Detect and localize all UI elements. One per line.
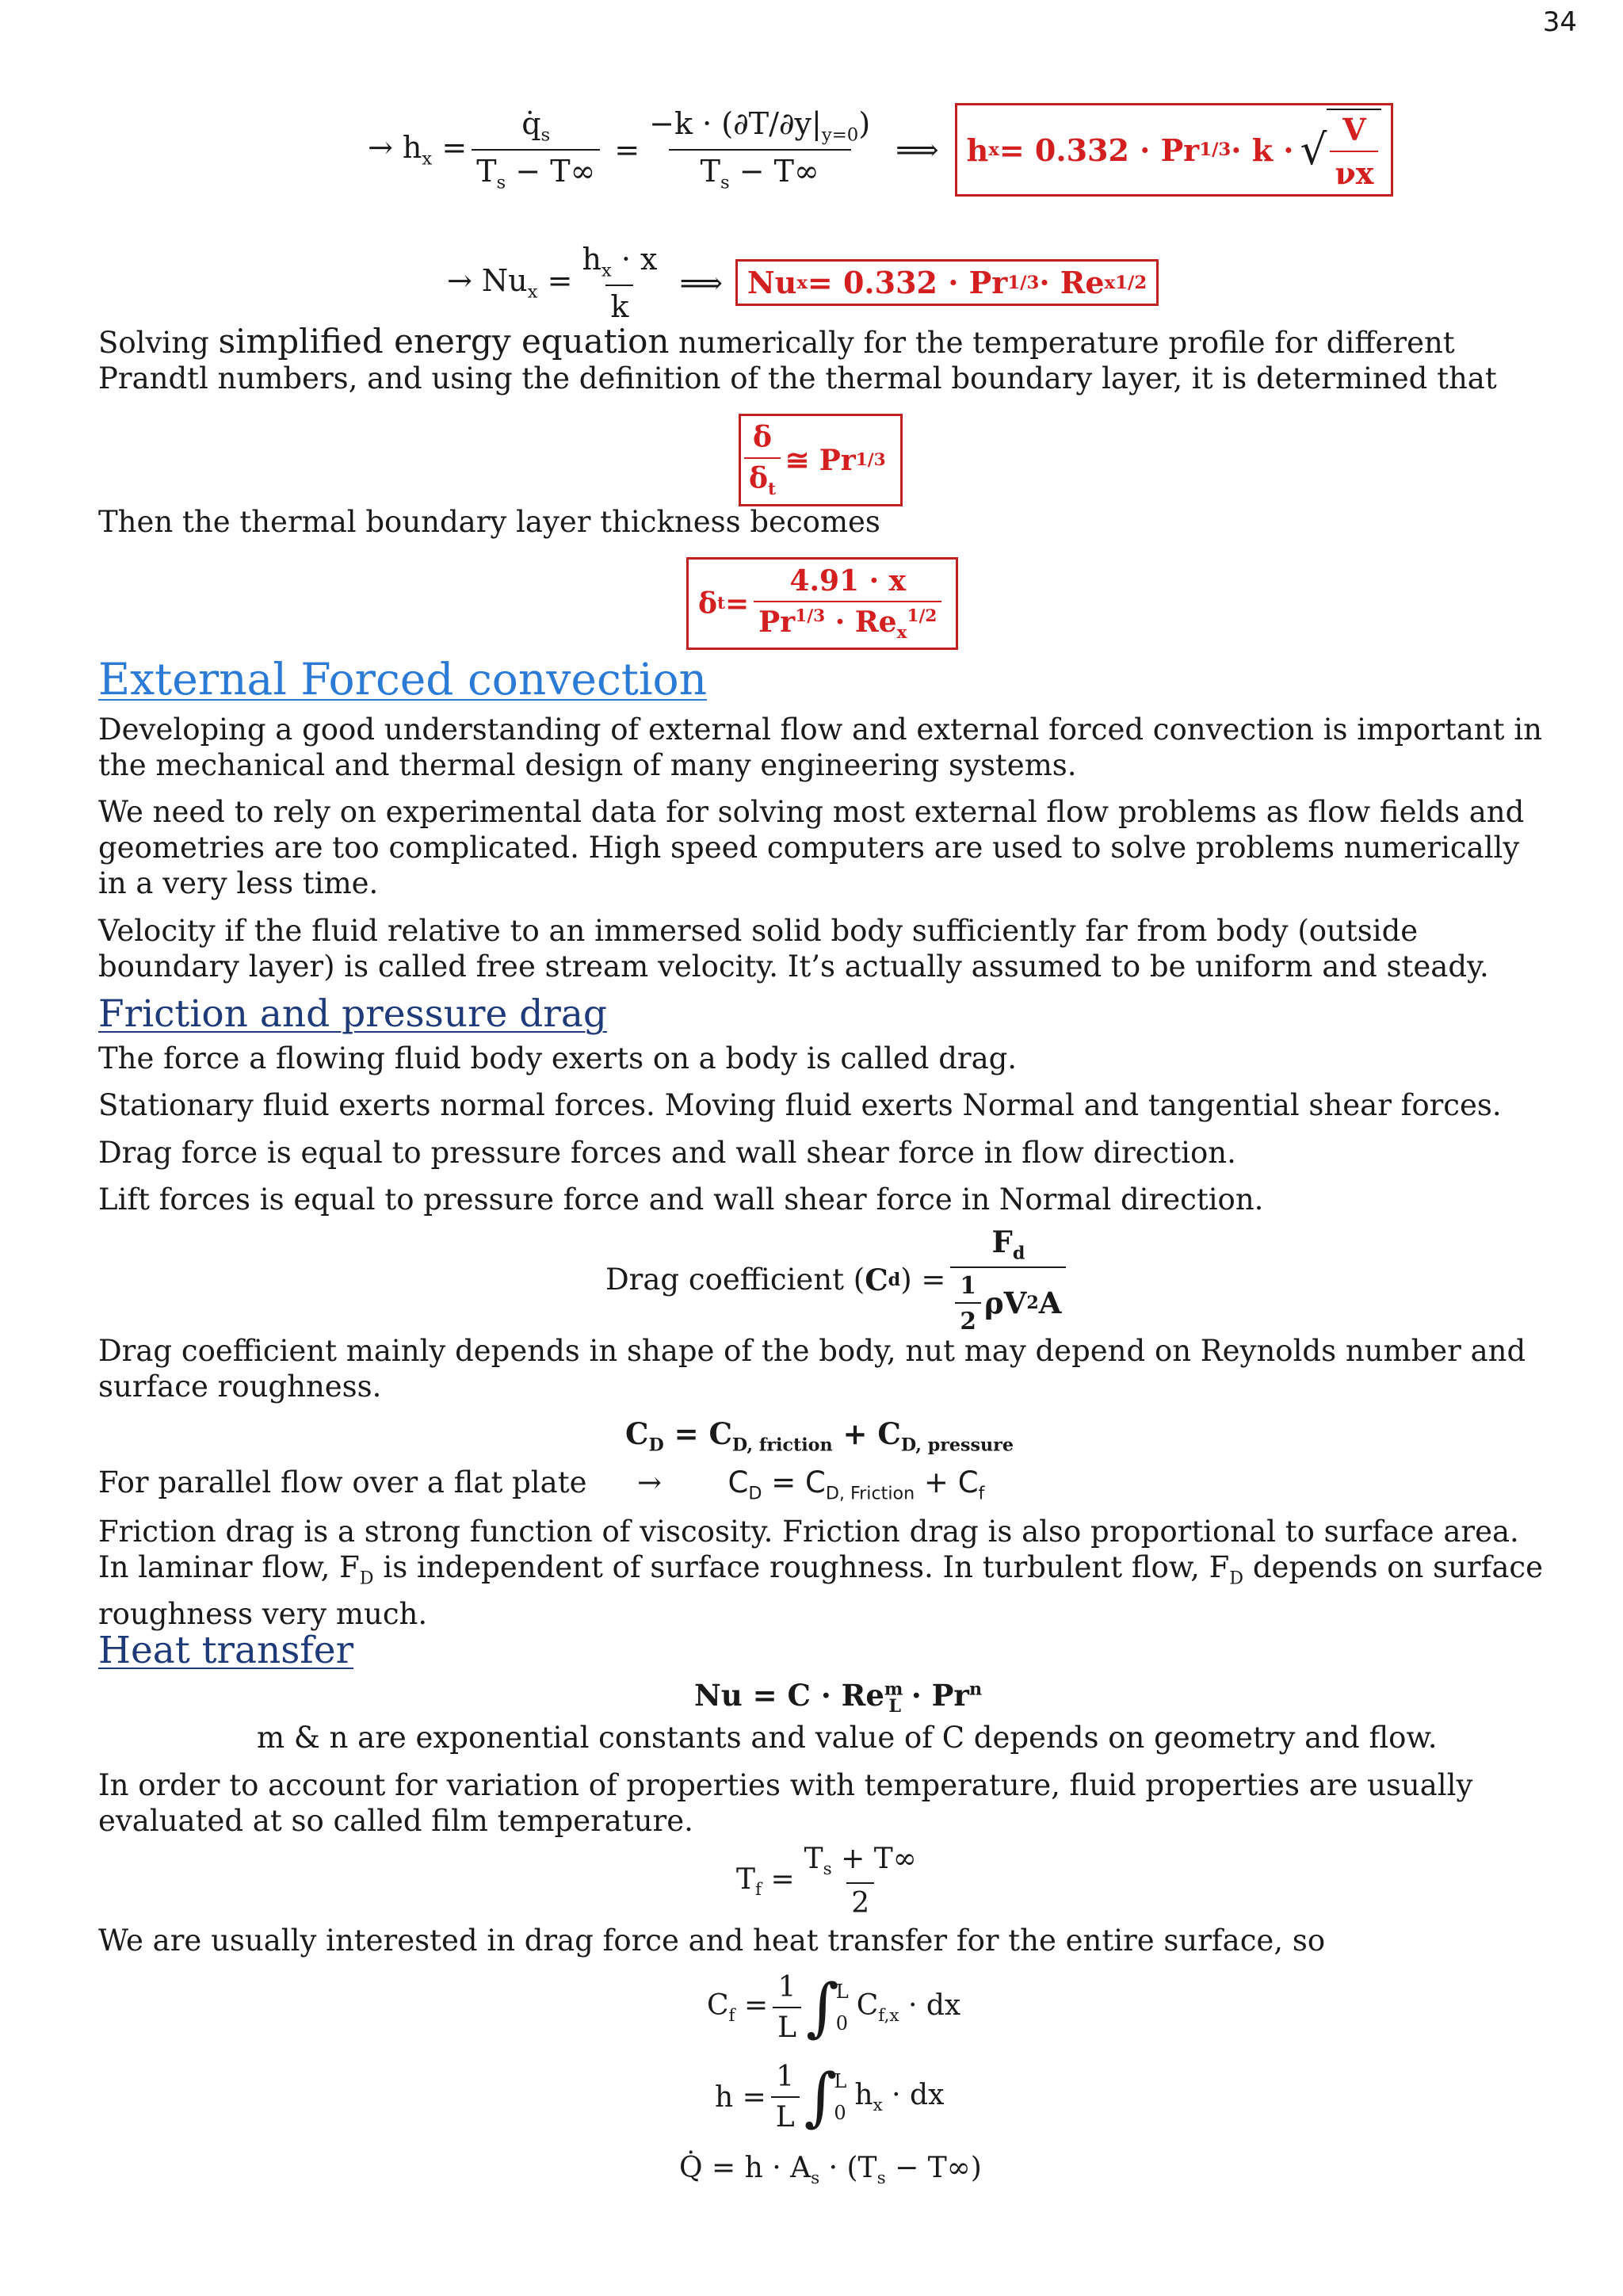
equation-hx: → $h_x$ = $\frac{q̇_s}{T_s - T\infty}$ = $\frac{-k \cdot (\partial T/\partial y|_{y=0})}{T_s - T\infty}$ ⟹ h x = 0.332 · Pr 1/3 · k · √ $\frac{V}{\nu x}$ [368,103,1393,197]
equation-h-integral: h = $\frac{1}{L}$ ∫ L 0 $h_x$ · dx [715,2060,945,2134]
paragraph-drag-depends: Drag coefficient mainly depends in shape of the body, nut may depend on Reynolds number and surface roughness. [98,1334,1526,1404]
eq1-frac1: $\frac{q̇_s}{T_s - T\infty}$ [472,106,600,193]
heading-external-forced-convection: External Forced convection [98,654,707,705]
equation-delta-ratio: $\frac{\delta}{\delta_t}$ ≅ Pr 1/3 [739,414,903,506]
paragraph-velocity: Velocity if the fluid relative to an immersed solid body sufficiently far from body (outside boundary layer) is called free stream velocity. It’s actually assumed to be uniform and steady. [98,914,1489,984]
equation-flat-plate: For parallel flow over a flat plate → $C_D = C_{D, Friction} + C_f$ [98,1465,985,1504]
paragraph-exponential-constants: m & n are exponential constants and value of C depends on geometry and flow. [257,1721,1438,1755]
paragraph-thermal-thickness: Then the thermal boundary layer thickness becomes [98,505,880,539]
paragraph-film-temperature: In order to account for variation of properties with temperature, fluid properties are usually evaluated at so called film temperature. [98,1768,1473,1838]
equation-cd-sum: $C_D = C_{D, friction} + C_{D, pressure}$ [625,1416,1014,1456]
heading-friction-pressure-drag: Friction and pressure drag [98,992,607,1036]
paragraph-drag-definition: The force a flowing fluid body exerts on a body is called drag. [98,1041,1018,1075]
eq2-boxed-result: Nu x = 0.332 · Pr 1/3 · Re x 1/2 [735,259,1159,306]
eq1-frac2: $\frac{-k \cdot (\partial T/\partial y|_{y=0})}{T_s - T\infty}$ [649,106,871,193]
paragraph-drag-force: Drag force is equal to pressure forces and wall shear force in flow direction. [98,1136,1236,1170]
equation-nux: → $Nu_x$ = $\frac{h_x \cdot x}{k}$ ⟹ Nu x = 0.332 · Pr 1/3 · Re x 1/2 [447,242,1159,324]
paragraph-friction-drag: Friction drag is a strong function of viscosity. Friction drag is also proportional to surface area. In laminar flow, $F_D$ is independent of surface roughness. In turbulent flow, $F_D$ depends on surface roughness very much. [98,1515,1543,1632]
equation-film-temp: $T_f$ = $\frac{T_s + T\infty}{2}$ [736,1843,917,1920]
eq1-boxed-result: h x = 0.332 · Pr 1/3 · k · √ $\frac{V}{\nu x}$ [955,103,1394,197]
page-number: 34 [1542,6,1577,38]
equation-cf-integral: $C_f$ = $\frac{1}{L}$ ∫ L 0 $C_{f,x}$ · dx [707,1970,961,2044]
heading-heat-transfer: Heat transfer [98,1629,354,1672]
equation-heat-rate: Q̇ = $h \cdot A_s \cdot (T_s - T\infty)$ [679,2152,982,2189]
paragraph-lift-force: Lift forces is equal to pressure force and wall shear force in Normal direction. [98,1182,1264,1217]
paragraph-developing: Developing a good understanding of external flow and external forced convection is important in the mechanical and thermal design of many engineering systems. [98,712,1542,782]
paragraph-experimental: We need to rely on experimental data for solving most external flow problems as flow fields and geometries are too complicated. High speed computers are used to solve problems numerically in a very less time. [98,795,1525,900]
paragraph-simplified-energy: Solving simplified energy equation numerically for the temperature profile for different Prandtl numbers, and using the definition of the thermal boundary layer, it is determined that [98,322,1497,395]
paragraph-entire-surface: We are usually interested in drag force and heat transfer for the entire surface, so [98,1924,1326,1958]
eq1-lhs: → $h_x$ = [368,130,468,170]
equation-drag-coefficient: Drag coefficient ( C d ) = $F_d$ $\frac{1}{2}$ ρV 2 A [605,1224,1071,1335]
paragraph-stationary-fluid: Stationary fluid exerts normal forces. Moving fluid exerts Normal and tangential shear forces. [98,1088,1502,1122]
equation-nusselt: $Nu = C \cdot Re^m_L \cdot Pr^n$ [694,1678,983,1717]
equation-delta-t: δ t = $\frac{4.91 \cdot x}{Pr^{1/3} \cdot Re_x^{1/2}}$ [686,557,958,650]
